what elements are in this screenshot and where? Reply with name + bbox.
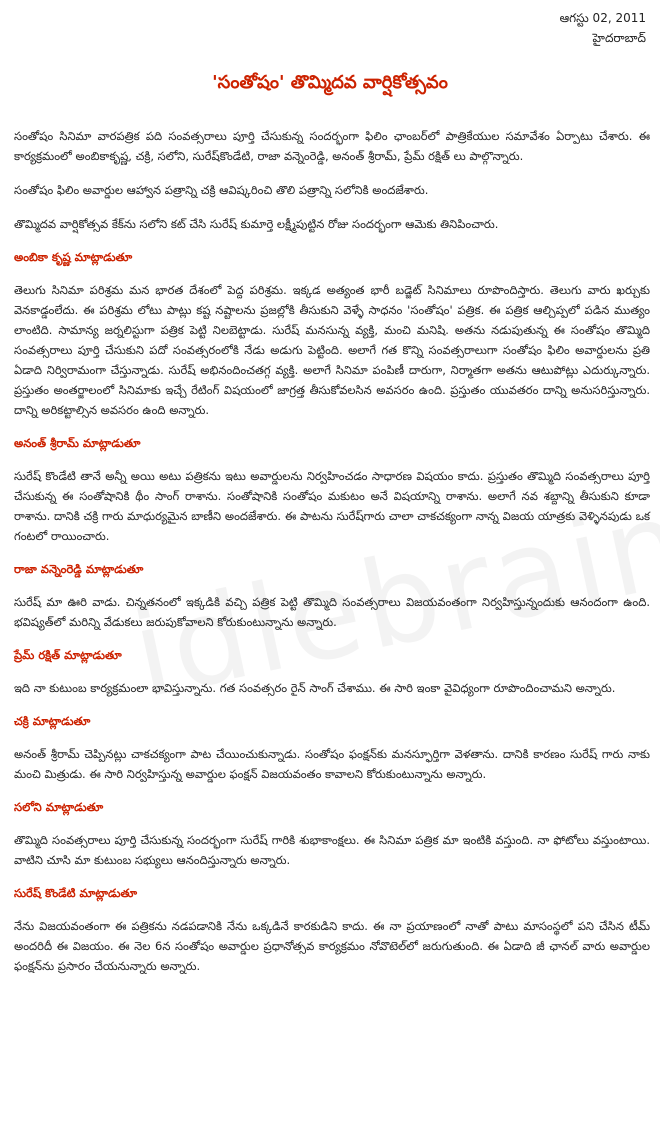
date-text: ఆగస్టు 02, 2011: [559, 11, 646, 25]
intro-paragraph: సంతోషం సినిమా వారపత్రిక పది సంవత్సరాలు పూర్తి చేసుకున్న సందర్భంగా ఫిలిం ఛాంబర్‌లో పాత్రికేయుల సమావేశం ఏర్పాటు చేశారు. ఈ కార్యక్రమంలో అంబికాకృష్ణ, చక్రి, సలోని, సురేష్‌కొండేటి, రాజా వన్నెంరెడ్డి, అనంత్ శ్రీరామ్, ప్రేమ్ రక్షిత్ లు పాల్గొన్నారు.: [14, 129, 650, 163]
section-text-chakri: అనంత్ శ్రీరామ్ చెప్పినట్లు చాకచక్యంగా పాట చేయించుకున్నాడు. సంతోషం ఫంక్షన్‌కు మనస్ఫూర్తిగా వెళతాను. దానికి కారణం సురేష్ గారు నాకు మంచి మిత్రుడు. ఈ సారి నిర్వహిస్తున్న అవార్డుల ఫంక్షన్ విజయవంతం కావాలని కోరుకుంటున్నాను అన్నారు.: [14, 747, 650, 781]
article-body: [14, 126, 650, 990]
section-text-prem-rakshit: ఇది నా కుటుంబ కార్యక్రమంలా భావిస్తున్నాను. గత సంవత్సరం రైన్ సాంగ్ చేశాము. ఈ సారి ఇంకా వైవిధ్యంగా రూపొందించామని అన్నారు.: [14, 681, 616, 695]
section-text-suresh-kondeti: నేను విజయవంతంగా ఈ పత్రికను నడపడానికి నేను ఒక్కడినే కారకుడిని కాదు. ఈ నా ప్రయాణంలో నాతో పాటు మాసంస్థలో పని చేసిన టీమ్ అందరిదీ ఈ విజయం. ఈ నెల 6న సంతోషం అవార్డుల ప్రధానోత్సవ కార్యక్రమం నోవొటెల్‌లో జరుగుతుంది. ఈ ఏడాది జీ ఛానల్ వారు అవార్డుల ఫంక్షన్‌ను ప్రసారం చేయనున్నారు అన్నారు.: [14, 919, 650, 973]
section-heading-saloni: సలోని మాట్లాడుతూ: [14, 800, 104, 814]
place-text: హైదరాబాద్: [592, 31, 646, 45]
article-title: 'సంతోషం' తొమ్మిదవ వార్షికోత్సవం: [212, 72, 448, 93]
intro-paragraph: సంతోషం ఫిలిం అవార్డుల ఆహ్వాన పత్రాన్ని చక్రి ఆవిష్కరించి తొలి పత్రాన్ని సలోనికి అందజేశారు.: [14, 183, 429, 197]
dateline: [560, 8, 646, 48]
section-heading-ananth-sriram: అనంత్ శ్రీరామ్ మాట్లాడుతూ: [14, 436, 141, 450]
section-heading-ambika-krishna: అంబికా కృష్ణ మాట్లాడుతూ: [14, 250, 133, 264]
section-text-ananth-sriram: సురేష్ కొండేటి తానే అన్నీ అయి అటు పత్రికను ఇటు అవార్డులను నిర్వహించడం సాధారణ విషయం కాదు. ప్రస్తుతం తొమ్మిది సంవత్సరాలు పూర్తి చేసుకున్న ఈ సంతోషానికి థీం సాంగ్ రాశాను. సంతోషానికి సంతోషం మకుటం అనే విషయాన్ని రాశాను. అలాగే నవ శబ్దాన్ని తీసుకుని కూడా రాశాను. దానికి చక్రి గారు మాధుర్యమైన బాణీని అందజేశారు. ఈ పాటను సురేష్‌గారు చాలా చాకచక్యంగా నాన్న విజయ యాత్రకు వెళ్ళినపుడు ఒక గంటలో రాయించారు.: [14, 469, 650, 543]
section-text-ambika-krishna: తెలుగు సినిమా పరిశ్రమ మన భారత దేశంలో పెద్ద పరిశ్రమ. ఇక్కడ అత్యంత భారీ బడ్జెట్ సినిమాలు రూపొందిస్తారు. తెలుగు వారు ఖర్చుకు వెనకాడ్డంలేదు. ఈ పరిశ్రమ లోటు పాట్లు కష్ట నష్టాలను ప్రజల్లోకి తీసుకుని వెళ్ళే సాధనం 'సంతోషం' పత్రిక. ఈ పత్రిక ఆల్చిప్పలో పడిన ముత్యం లాంటిది. సామాన్య జర్నలిస్టుగా పత్రిక పెట్టి నిలబెట్టాడు. సురేష్ మనసున్న వ్యక్తి, మంచి మనిషి. అతను నడుపుతున్న ఈ సంతోషం తొమ్మిది సంవత్సరాలు పూర్తి చేసుకుని పదో సంవత్సరంలోకి నేడు అడుగు పెట్టింది. అలాగే గత కొన్ని సంవత్సరాలుగా సంతోషం ఫిలిం అవార్డులను ప్రతి ఏడాది నిర్విరామంగా చేస్తున్నాడు. సురేష్ అభినందించతగ్గ వ్యక్తి. అలాగే సినిమా పంపిణీ దారుగా, నిర్మాతగా అతను ఆటుపోట్లు ఎదుర్కున్నారు. ప్రస్తుతం అంతర్జాలంలో సినిమాకు ఇచ్చే రేటింగ్ విషయంలో జాగ్రత్త తీసుకోవలసిన అవసరం ఉంది. ప్రస్తుతం యువతరం దాన్ని అనుసరిస్తున్నారు. దాన్ని అరికట్టాల్సిన అవసరం ఉంది అన్నారు.: [14, 283, 650, 417]
section-heading-prem-rakshit: ప్రేమ్ రక్షిత్ మాట్లాడుతూ: [14, 648, 122, 662]
section-heading-suresh-kondeti: సురేష్ కొండేటి మాట్లాడుతూ: [14, 886, 138, 900]
section-text-saloni: తొమ్మిది సంవత్సరాలు పూర్తి చేసుకున్న సందర్భంగా సురేష్ గారికి శుభాకాంక్షలు. ఈ సినిమా పత్రిక మా ఇంటికి వస్తుంది. నా ఫోటోలు వస్తుంటాయి. వాటిని చూసి మా కుటుంబ సభ్యులు ఆనందిస్తున్నారు అన్నారు.: [14, 833, 650, 867]
section-text-raja-vannemreddy: సురేష్ మా ఊరి వాడు. చిన్నతనంలో ఇక్కడికి వచ్చి పత్రిక పెట్టి తొమ్మిది సంవత్సరాలు విజయవంతంగా నిర్వహిస్తున్నందుకు ఆనందంగా ఉంది. భవిష్యత్‌లో మరిన్ని వేడుకలు జరుపుకోవాలని కోరుకుంటున్నాను అన్నారు.: [14, 595, 650, 629]
section-heading-chakri: చక్రి మాట్లాడుతూ: [14, 714, 91, 728]
section-heading-raja-vannemreddy: రాజా వన్నెంరెడ్డి మాట్లాడుతూ: [14, 562, 144, 576]
intro-paragraph: తొమ్మిదవ వార్షికోత్సవ కేక్‌ను సలోని కట్ చేసి సురేష్ కుమార్తె లక్ష్మీపుట్టిన రోజు సందర్భంగా ఆమెకు తినిపించారు.: [14, 217, 499, 231]
